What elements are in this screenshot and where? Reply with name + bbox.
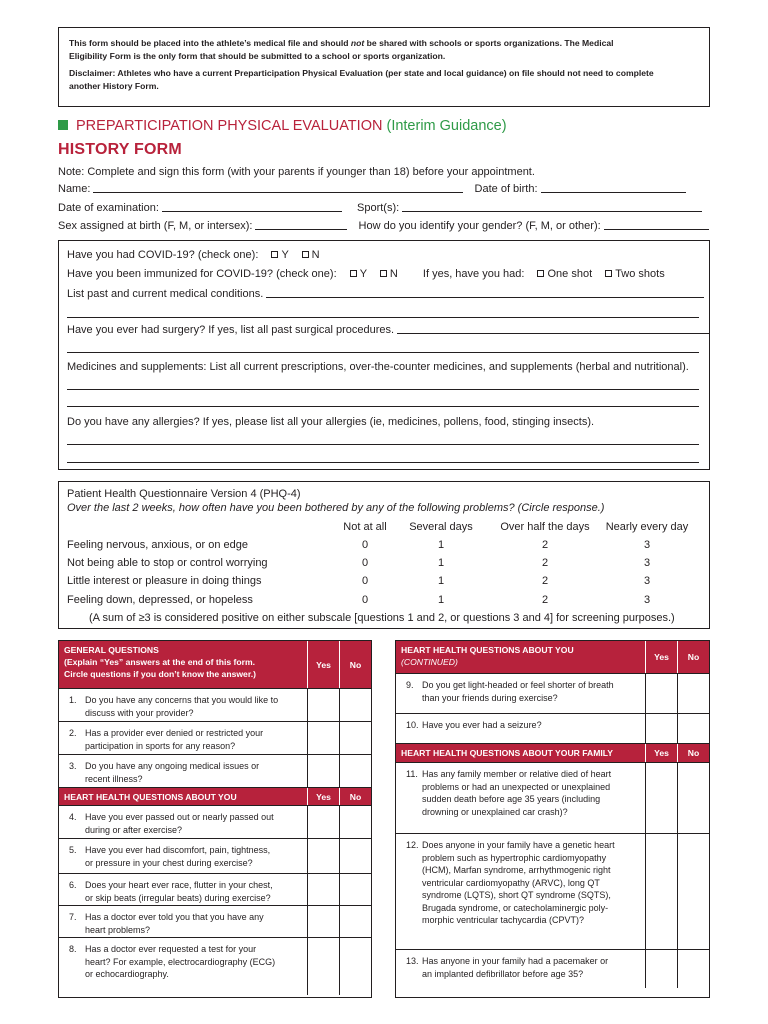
no-cell[interactable] <box>339 755 371 787</box>
phq-row: Little interest or pleasure in doing things 0 1 2 3 <box>67 575 651 587</box>
meds-line-1[interactable] <box>67 389 699 390</box>
question-row: 8. Has a doctor ever requested a test for your heart? For example, electrocardiography (ECG) or echocardiography. <box>59 938 371 995</box>
no-cell[interactable] <box>339 689 371 721</box>
question-row: 4. Have you ever passed out or nearly passed out during or after exercise? <box>59 806 371 839</box>
meds-line-2[interactable] <box>67 406 699 407</box>
sport-field[interactable] <box>402 202 702 212</box>
name-field[interactable] <box>93 183 463 193</box>
immunized-row: Have you been immunized for COVID-19? (check one): Y N If yes, have you had: One shot Two shots <box>67 268 665 280</box>
allergies-line-2[interactable] <box>67 462 699 463</box>
no-cell[interactable] <box>677 834 709 949</box>
yes-cell[interactable] <box>307 755 339 787</box>
no-cell[interactable] <box>339 906 371 937</box>
question-row: 7. Has a doctor ever told you that you have any heart problems? <box>59 906 371 938</box>
name-row: Name: Date of birth: <box>58 183 710 195</box>
phq-title: Patient Health Questionnaire Version 4 (PHQ-4) <box>67 488 301 500</box>
heart-questions-table <box>395 640 710 998</box>
sex-field[interactable] <box>255 220 347 230</box>
yes-cell[interactable] <box>645 950 677 988</box>
one-shot-checkbox[interactable] <box>537 270 544 277</box>
question-row: 3. Do you have any ongoing medical issues or recent illness? <box>59 755 371 788</box>
question-row: 10. Have you ever had a seizure? <box>396 714 709 744</box>
dob-field[interactable] <box>541 183 686 193</box>
surgery-row: Have you ever had surgery? If yes, list all past surgical procedures. <box>67 324 709 336</box>
conditions-line[interactable] <box>67 317 699 318</box>
note-text: Note: Complete and sign this form (with your parents if younger than 18) before your appointment. <box>58 166 535 178</box>
medical-history-box <box>58 240 710 470</box>
phq-row: Feeling down, depressed, or hopeless 0 1 2 3 <box>67 594 651 606</box>
question-row: 2. Has a provider ever denied or restricted your participation in sports for any reason? <box>59 722 371 755</box>
no-cell[interactable] <box>339 722 371 754</box>
yes-cell[interactable] <box>307 806 339 838</box>
form-title: PREPARTICIPATION PHYSICAL EVALUATION (Interim Guidance) <box>58 118 507 134</box>
meds-row: Medicines and supplements: List all current prescriptions, over-the-counter medicines, and supplements (herbal and nutritional). <box>67 361 689 373</box>
yes-cell[interactable] <box>307 874 339 905</box>
heart-family-header: HEART HEALTH QUESTIONS ABOUT YOUR FAMILY Yes No <box>396 744 709 763</box>
conditions-field[interactable] <box>266 288 704 298</box>
phq-col-2: Over half the days <box>500 521 590 533</box>
yes-cell[interactable] <box>307 906 339 937</box>
immunized-yes-checkbox[interactable] <box>350 270 357 277</box>
notice-text: This form should be placed into the athlete’s medical file and should not be shared with schools or sports organizations. The Medical Eligibility Form is the only form that should be submitted to a school or sports organization. <box>69 38 614 61</box>
phq-col-0: Not at all <box>343 521 387 533</box>
phq-subtitle: Over the last 2 weeks, how often have you been bothered by any of the following problems? (Circle response.) <box>67 502 605 514</box>
green-square-icon <box>58 120 68 130</box>
sex-row: Sex assigned at birth (F, M, or intersex): How do you identify your gender? (F, M, or other): <box>58 220 710 232</box>
heart-you-cont-header: HEART HEALTH QUESTIONS ABOUT YOU (CONTINUED) Yes No <box>396 641 709 674</box>
phq-col-3: Nearly every day <box>605 521 689 533</box>
yes-cell[interactable] <box>645 834 677 949</box>
no-cell[interactable] <box>677 763 709 833</box>
yes-cell[interactable] <box>645 714 677 743</box>
exam-row: Date of examination: Sport(s): <box>58 202 710 214</box>
yes-cell[interactable] <box>307 938 339 995</box>
phq-note: (A sum of ≥3 is considered positive on either subscale [questions 1 and 2, or questions 3 and 4] for screening purposes.) <box>89 612 675 624</box>
no-cell[interactable] <box>677 950 709 988</box>
covid-no-checkbox[interactable] <box>302 251 309 258</box>
question-row: 12. Does anyone in your family have a genetic heart problem such as hypertrophic cardiomyopathy (HCM), Marfan syndrome, arrhythmogenic right ventricular cardiomyopathy (ARVC), long QT syndrome (LQTS), short QT syndrome (SQTS), Brugada syndrome, or catecholaminergic poly- morphic ventricular tachycardia (CPVT)? <box>396 834 709 950</box>
heart-you-header: HEART HEALTH QUESTIONS ABOUT YOU Yes No <box>59 788 371 806</box>
surgery-line[interactable] <box>67 352 699 353</box>
general-questions-header: GENERAL QUESTIONS (Explain “Yes” answers at the end of this form. Circle questions if you don’t know the answer.) Yes No <box>59 641 371 689</box>
phq-header-row <box>59 521 709 535</box>
no-cell[interactable] <box>339 874 371 905</box>
covid-yes-checkbox[interactable] <box>271 251 278 258</box>
immunized-no-checkbox[interactable] <box>380 270 387 277</box>
general-questions-table <box>58 640 372 998</box>
yes-cell[interactable] <box>307 839 339 873</box>
yes-cell[interactable] <box>645 674 677 713</box>
gender-field[interactable] <box>604 220 709 230</box>
yes-cell[interactable] <box>307 722 339 754</box>
question-row: 6. Does your heart ever race, flutter in your chest, or skip beats (irregular beats) during exercise? <box>59 874 371 906</box>
surgery-field[interactable] <box>397 324 709 334</box>
phq-row: Not being able to stop or control worrying 0 1 2 3 <box>67 557 651 569</box>
history-form-title: HISTORY FORM <box>58 141 182 158</box>
conditions-row: List past and current medical conditions. <box>67 288 704 300</box>
no-cell[interactable] <box>339 806 371 838</box>
question-row: 5. Have you ever had discomfort, pain, tightness, or pressure in your chest during exercise? <box>59 839 371 874</box>
question-row: 11. Has any family member or relative died of heart problems or had an unexpected or unexplained sudden death before age 35 years (including drowning or unexplained car crash)? <box>396 763 709 834</box>
no-cell[interactable] <box>677 674 709 713</box>
question-row: 1. Do you have any concerns that you would like to discuss with your provider? <box>59 689 371 722</box>
allergies-line-1[interactable] <box>67 444 699 445</box>
yes-cell[interactable] <box>307 689 339 721</box>
question-row: 13. Has anyone in your family had a pacemaker or an implanted defibrillator before age 35? <box>396 950 709 988</box>
phq4-box <box>58 481 710 629</box>
no-cell[interactable] <box>677 714 709 743</box>
notice-box <box>58 27 710 107</box>
question-row: 9. Do you get light-headed or feel shorter of breath than your friends during exercise? <box>396 674 709 714</box>
exam-date-field[interactable] <box>162 202 342 212</box>
disclaimer-text: Disclaimer: Athletes who have a current Preparticipation Physical Evaluation (per state and local guidance) on file should not need to complete another History Form. <box>69 68 654 91</box>
two-shots-checkbox[interactable] <box>605 270 612 277</box>
no-cell[interactable] <box>339 839 371 873</box>
phq-col-1: Several days <box>409 521 473 533</box>
covid-row: Have you had COVID-19? (check one): Y N <box>67 249 320 261</box>
phq-row: Feeling nervous, anxious, or on edge 0 1 2 3 <box>67 539 651 551</box>
yes-cell[interactable] <box>645 763 677 833</box>
no-cell[interactable] <box>339 938 371 995</box>
allergies-row: Do you have any allergies? If yes, please list all your allergies (ie, medicines, pollens, food, stinging insects). <box>67 416 595 428</box>
